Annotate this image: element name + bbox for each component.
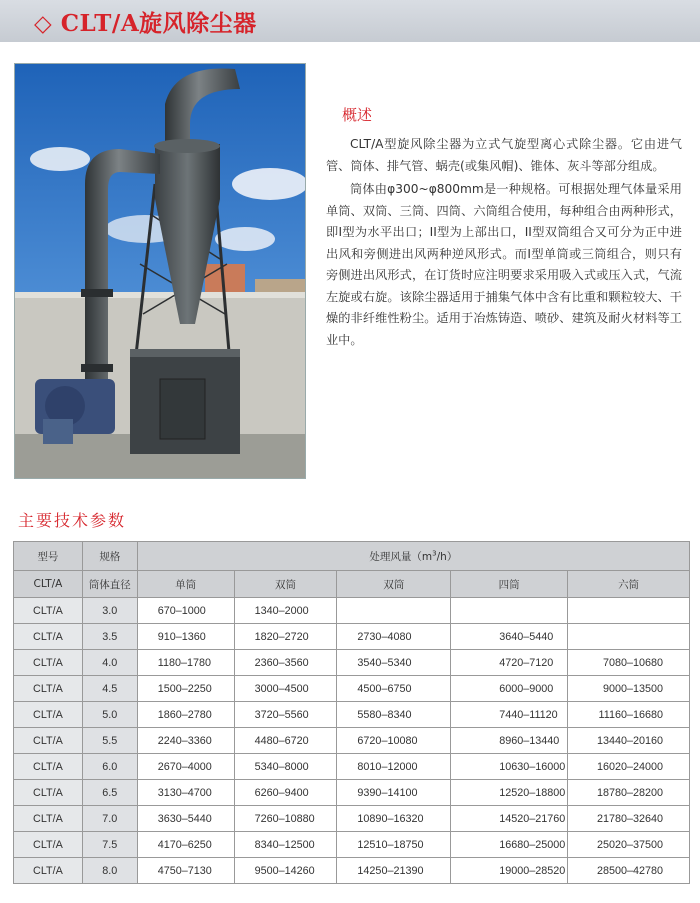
sub-diameter-header: 筒体直径 <box>82 571 137 598</box>
cell-double: 3000–4500 <box>234 676 337 702</box>
cell-model: CLT/A <box>14 650 83 676</box>
cell-double: 3720–5560 <box>234 702 337 728</box>
cell-single: 2670–4000 <box>137 754 234 780</box>
cell-double-2: 2730–4080 <box>337 624 451 650</box>
cell-model: CLT/A <box>14 754 83 780</box>
cell-six: 9000–13500 <box>568 676 690 702</box>
table-row <box>14 806 690 832</box>
cell-double: 5340–8000 <box>234 754 337 780</box>
cell-model: CLT/A <box>14 806 83 832</box>
cell-six <box>568 598 690 624</box>
cell-six: 13440–20160 <box>568 728 690 754</box>
cell-double-2 <box>337 598 451 624</box>
cell-double-2: 9390–14100 <box>337 780 451 806</box>
cell-diameter: 7.5 <box>82 832 137 858</box>
cell-model: CLT/A <box>14 780 83 806</box>
table-row <box>14 728 690 754</box>
cell-quad <box>451 598 568 624</box>
overview-paragraph-1: CLT/A型旋风除尘器为立式气旋型离心式除尘器。它由进气管、筒体、排气管、蜗壳(或集风帽)、锥体、灰斗等部分组成。 <box>326 137 682 173</box>
col-flow-header <box>137 542 689 571</box>
cell-quad: 14520–21760 <box>451 806 568 832</box>
page-title: ◇ CLT/A旋风除尘器 <box>34 10 257 37</box>
table-row <box>14 754 690 780</box>
cell-six: 28500–42780 <box>568 858 690 884</box>
cell-quad: 6000–9000 <box>451 676 568 702</box>
col-flow-sup: 3 <box>432 549 437 557</box>
cell-diameter: 7.0 <box>82 806 137 832</box>
cell-quad: 7440–11120 <box>451 702 568 728</box>
sub-col-5: 六筒 <box>568 571 690 598</box>
cell-diameter: 5.0 <box>82 702 137 728</box>
table-row <box>14 650 690 676</box>
cyclone-dust-collector-photo-icon <box>15 64 305 478</box>
cell-six: 18780–28200 <box>568 780 690 806</box>
cell-double-2: 6720–10080 <box>337 728 451 754</box>
cell-diameter: 4.5 <box>82 676 137 702</box>
cell-single: 4750–7130 <box>137 858 234 884</box>
table-row <box>14 598 690 624</box>
cell-single: 1500–2250 <box>137 676 234 702</box>
cell-single: 670–1000 <box>137 598 234 624</box>
cell-double: 9500–14260 <box>234 858 337 884</box>
cell-six: 7080–10680 <box>568 650 690 676</box>
table-row <box>14 624 690 650</box>
cell-diameter: 6.0 <box>82 754 137 780</box>
cell-model: CLT/A <box>14 858 83 884</box>
cell-single: 3130–4700 <box>137 780 234 806</box>
cell-quad: 16680–25000 <box>451 832 568 858</box>
overview-heading: 概述 <box>342 106 373 124</box>
cell-six: 11160–16680 <box>568 702 690 728</box>
cell-model: CLT/A <box>14 702 83 728</box>
col-spec-header: 规格 <box>82 542 137 571</box>
cell-diameter: 3.0 <box>82 598 137 624</box>
cell-model: CLT/A <box>14 676 83 702</box>
col-flow-prefix: 处理风量（m <box>369 550 433 563</box>
table-subheader-row <box>14 571 690 598</box>
table-row <box>14 780 690 806</box>
cell-six: 21780–32640 <box>568 806 690 832</box>
table-row <box>14 832 690 858</box>
sub-col-2: 双筒 <box>234 571 337 598</box>
cell-double: 2360–3560 <box>234 650 337 676</box>
cell-six <box>568 624 690 650</box>
cell-single: 910–1360 <box>137 624 234 650</box>
cell-single: 1860–2780 <box>137 702 234 728</box>
cell-diameter: 3.5 <box>82 624 137 650</box>
cell-double-2: 14250–21390 <box>337 858 451 884</box>
cell-quad: 19000–28520 <box>451 858 568 884</box>
table-row <box>14 676 690 702</box>
cell-double: 4480–6720 <box>234 728 337 754</box>
cell-double-2: 10890–16320 <box>337 806 451 832</box>
table-row <box>14 858 690 884</box>
params-heading: 主要技术参数 <box>18 511 127 530</box>
col-flow-suffix: /h） <box>436 550 458 563</box>
cell-double-2: 3540–5340 <box>337 650 451 676</box>
col-model-header: 型号 <box>14 542 83 571</box>
cell-single: 1180–1780 <box>137 650 234 676</box>
product-photo <box>14 63 306 479</box>
sub-col-4: 四筒 <box>451 571 568 598</box>
cell-quad: 8960–13440 <box>451 728 568 754</box>
cell-diameter: 6.5 <box>82 780 137 806</box>
cell-model: CLT/A <box>14 624 83 650</box>
cell-single: 3630–5440 <box>137 806 234 832</box>
cell-diameter: 5.5 <box>82 728 137 754</box>
cell-quad: 4720–7120 <box>451 650 568 676</box>
cell-diameter: 8.0 <box>82 858 137 884</box>
title-bar <box>0 0 700 42</box>
cell-double: 1340–2000 <box>234 598 337 624</box>
sub-col-3: 双筒 <box>337 571 451 598</box>
cell-double: 8340–12500 <box>234 832 337 858</box>
cell-diameter: 4.0 <box>82 650 137 676</box>
overview-paragraph-2: 筒体由φ300~φ800mm是一种规格。可根据处理气体量采用单筒、双筒、三筒、四筒、六筒组合使用，每种组合由两种形式，即I型为水平出口；II型为上部出口，II型双筒组合又可分为正中进出风和旁侧进出风两种逆风形式。而I型单筒或三筒组合，则只有旁侧进出风形式，在订货时应注明要求采用吸入式或压入式，气流左旋或右旋。该除尘器适用于捕集气体中含有比重和颗粒较大、干燥的非纤维性粉尘。适用于冶炼铸造、喷砂、建筑及耐火材料等工业中。 <box>326 182 682 347</box>
cell-quad: 10630–16000 <box>451 754 568 780</box>
params-table <box>13 541 690 884</box>
cell-six: 25020–37500 <box>568 832 690 858</box>
sub-model-header: CLT/A <box>14 571 83 598</box>
cell-double: 6260–9400 <box>234 780 337 806</box>
cell-quad: 3640–5440 <box>451 624 568 650</box>
cell-model: CLT/A <box>14 832 83 858</box>
cell-double-2: 12510–18750 <box>337 832 451 858</box>
cell-six: 16020–24000 <box>568 754 690 780</box>
cell-double-2: 5580–8340 <box>337 702 451 728</box>
cell-model: CLT/A <box>14 728 83 754</box>
cell-quad: 12520–18800 <box>451 780 568 806</box>
cell-double-2: 4500–6750 <box>337 676 451 702</box>
sub-col-1: 单筒 <box>137 571 234 598</box>
cell-double: 7260–10880 <box>234 806 337 832</box>
table-header-row <box>14 542 690 571</box>
overview-body <box>326 134 682 353</box>
table-row <box>14 702 690 728</box>
cell-single: 4170–6250 <box>137 832 234 858</box>
cell-model: CLT/A <box>14 598 83 624</box>
cell-double: 1820–2720 <box>234 624 337 650</box>
cell-double-2: 8010–12000 <box>337 754 451 780</box>
cell-single: 2240–3360 <box>137 728 234 754</box>
